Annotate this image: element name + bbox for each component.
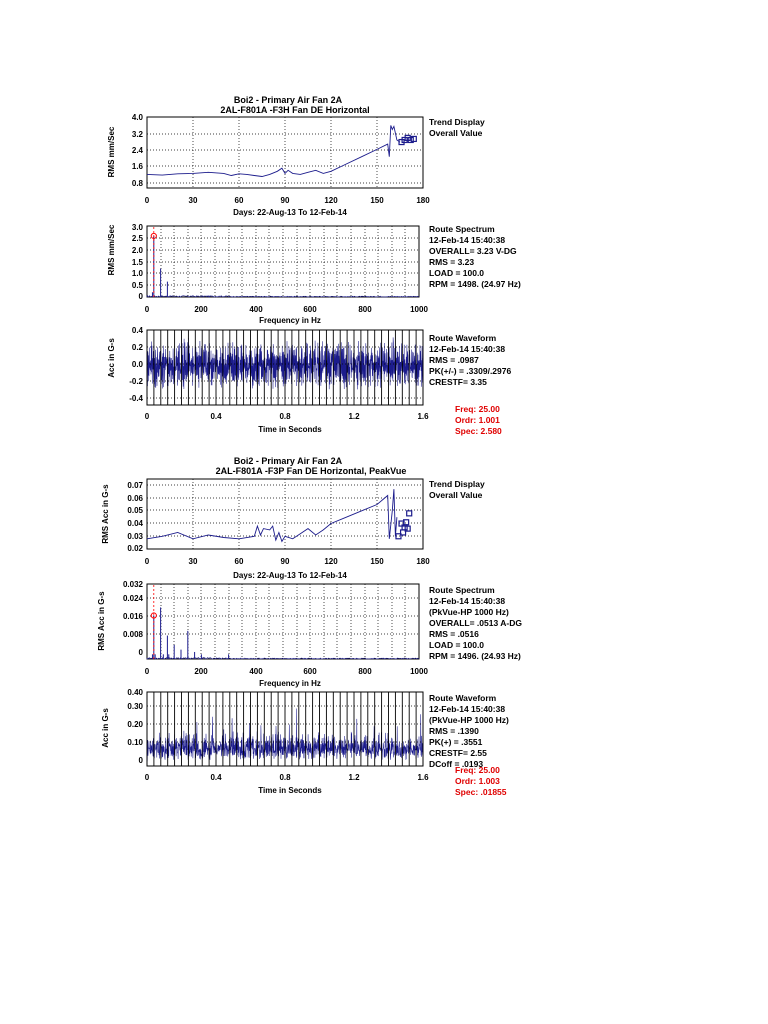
x-tick-labels [145, 773, 429, 782]
y-tick-label: 0.2 [131, 343, 143, 352]
waveform-series [147, 330, 423, 405]
marker-readout [455, 765, 507, 797]
spectrum-info [429, 585, 522, 661]
x-axis-title: Frequency in Hz [259, 679, 321, 688]
y-tick-labels [132, 113, 144, 188]
y-tick-label: 0.5 [131, 281, 143, 290]
section-1 [107, 95, 521, 436]
trend-plot-2 [101, 479, 485, 580]
trend-line [147, 489, 397, 541]
info-line: 12-Feb-14 15:40:38 [429, 596, 506, 606]
waveform-info [429, 333, 511, 387]
marker-freq: Freq: 25.00 [455, 404, 500, 414]
x-tick-label: 120 [324, 557, 338, 566]
x-tick-label: 600 [303, 305, 317, 314]
y-axis-title: RMS mm/Sec [107, 224, 116, 276]
x-tick-label: 0.8 [279, 412, 291, 421]
info-line: RMS = .0516 [429, 629, 479, 639]
info-line: PK(+) = .3551 [429, 737, 483, 747]
y-tick-label: 3.0 [131, 223, 143, 232]
info-line: Route Spectrum [429, 224, 495, 234]
grid [147, 117, 423, 188]
y-tick-label: 0.008 [122, 630, 143, 639]
trend-info [429, 117, 485, 138]
y-axis-title: RMS Acc in G-s [97, 591, 106, 651]
info-line: 12-Feb-14 15:40:38 [429, 235, 506, 245]
y-tick-label: 0.06 [127, 494, 143, 503]
x-tick-label: 120 [324, 196, 338, 205]
x-tick-label: 60 [234, 557, 244, 566]
marker-spec: Spec: 2.580 [455, 426, 502, 436]
x-axis-title: Time in Seconds [258, 425, 322, 434]
x-tick-label: 0.4 [210, 412, 222, 421]
y-tick-label: 0.05 [127, 506, 143, 515]
info-line: (PkVue-HP 1000 Hz) [429, 607, 509, 617]
section-2-title-line-1: Boi2 - Primary Air Fan 2A [233, 456, 343, 466]
trend-series [147, 489, 412, 541]
trend-point-marker [407, 511, 412, 516]
x-tick-label: 30 [188, 557, 198, 566]
x-axis-title: Days: 22-Aug-13 To 12-Feb-14 [233, 208, 347, 217]
x-tick-label: 150 [370, 557, 384, 566]
x-tick-label: 1.2 [348, 773, 360, 782]
info-line: 12-Feb-14 15:40:38 [429, 344, 506, 354]
marker-order: Ordr: 1.001 [455, 415, 500, 425]
info-line: Route Waveform [429, 333, 497, 343]
info-line: PK(+/-) = .3309/.2976 [429, 366, 512, 376]
info-line: RPM = 1496. (24.93 Hz) [429, 651, 521, 661]
y-tick-label: 1.0 [131, 269, 143, 278]
y-tick-label: 0.10 [127, 738, 143, 747]
x-tick-label: 1000 [410, 667, 428, 676]
info-line: RMS = .1390 [429, 726, 479, 736]
x-tick-label: 800 [358, 305, 372, 314]
x-tick-label: 60 [234, 196, 244, 205]
y-tick-label: 0 [138, 648, 143, 657]
x-tick-label: 0 [144, 667, 150, 676]
x-tick-label: 0 [144, 557, 150, 566]
y-tick-labels [132, 223, 144, 301]
info-line: Trend Display [429, 479, 485, 489]
info-line: Trend Display [429, 117, 485, 127]
y-axis-title: Acc in G-s [101, 708, 110, 748]
x-tick-label: 200 [194, 667, 208, 676]
x-tick-label: 0.4 [210, 773, 222, 782]
x-tick-label: 150 [370, 196, 384, 205]
info-line: (PkVue-HP 1000 Hz) [429, 715, 509, 725]
y-tick-label: -0.4 [129, 394, 143, 403]
y-tick-label: 0.03 [127, 532, 143, 541]
trend-series [147, 125, 416, 176]
y-tick-label: 0.8 [131, 179, 143, 188]
x-tick-label: 400 [249, 305, 263, 314]
x-tick-label: 90 [280, 196, 290, 205]
plot-frame [147, 479, 423, 549]
y-tick-label: 0.20 [127, 720, 143, 729]
y-tick-label: 0 [138, 756, 143, 765]
info-line: DCoff = .0193 [429, 759, 484, 769]
section-2 [97, 456, 522, 797]
y-axis-title: Acc in G-s [107, 338, 116, 378]
y-tick-label: 2.0 [131, 246, 143, 255]
y-tick-label: 2.4 [131, 146, 143, 155]
info-line: CRESTF= 3.35 [429, 377, 487, 387]
y-tick-label: 0.016 [122, 612, 143, 621]
info-line: OVERALL= .0513 A-DG [429, 618, 522, 628]
x-tick-label: 0 [144, 412, 150, 421]
y-tick-labels [129, 326, 143, 403]
grid [147, 479, 423, 549]
x-axis-title: Time in Seconds [258, 786, 322, 795]
x-axis-title: Frequency in Hz [259, 316, 321, 325]
x-tick-labels [145, 196, 430, 205]
x-tick-labels [145, 667, 429, 676]
spectrum-plot-1 [107, 223, 521, 325]
grid [147, 226, 419, 297]
x-tick-label: 1000 [410, 305, 428, 314]
y-tick-label: 0.07 [127, 481, 143, 490]
marker-spec: Spec: .01855 [455, 787, 507, 797]
y-tick-labels [127, 688, 143, 765]
x-tick-label: 1.6 [417, 412, 429, 421]
info-line: OVERALL= 3.23 V-DG [429, 246, 517, 256]
x-tick-label: 30 [188, 196, 198, 205]
waveform-info [429, 693, 509, 769]
y-tick-label: 0.04 [127, 519, 143, 528]
trend-info [429, 479, 485, 500]
x-tick-labels [145, 557, 430, 566]
x-tick-label: 200 [194, 305, 208, 314]
trend-plot-1 [107, 113, 485, 217]
section-2-title-line-2: 2AL-F801A -F3P Fan DE Horizontal, PeakVue [215, 466, 407, 476]
y-axis-title: RMS mm/Sec [107, 126, 116, 178]
y-tick-label: 1.6 [131, 162, 143, 171]
y-tick-label: 0.02 [127, 544, 143, 553]
info-line: LOAD = 100.0 [429, 640, 485, 650]
trend-line [147, 125, 400, 176]
info-line: RMS = 3.23 [429, 257, 475, 267]
y-tick-label: 0.4 [131, 326, 143, 335]
y-tick-label: -0.2 [129, 377, 143, 386]
x-tick-label: 180 [416, 196, 430, 205]
info-line: LOAD = 100.0 [429, 268, 485, 278]
waveform-series [147, 692, 423, 766]
info-line: Route Spectrum [429, 585, 495, 595]
y-axis-title: RMS Acc in G-s [101, 484, 110, 544]
x-tick-label: 0 [144, 305, 150, 314]
x-axis-title: Days: 22-Aug-13 To 12-Feb-14 [233, 571, 347, 580]
waveform-plot-1 [107, 326, 511, 436]
waveform-plot-2 [101, 688, 509, 797]
x-tick-label: 400 [249, 667, 263, 676]
x-tick-label: 1.2 [348, 412, 360, 421]
y-tick-label: 0.40 [127, 688, 143, 697]
y-tick-label: 0 [138, 292, 143, 301]
x-tick-label: 90 [280, 557, 290, 566]
y-tick-label: 0.032 [122, 580, 143, 589]
info-line: Overall Value [429, 128, 483, 138]
section-1-title-line-1: Boi2 - Primary Air Fan 2A [233, 95, 343, 105]
spectrum-plot-2 [97, 580, 522, 688]
info-line: Overall Value [429, 490, 483, 500]
x-tick-labels [145, 305, 429, 314]
marker-order: Ordr: 1.003 [455, 776, 500, 786]
x-tick-label: 800 [358, 667, 372, 676]
y-tick-labels [123, 580, 144, 657]
info-line: 12-Feb-14 15:40:38 [429, 704, 506, 714]
x-tick-label: 600 [303, 667, 317, 676]
y-tick-label: 2.5 [131, 234, 143, 243]
info-line: Route Waveform [429, 693, 497, 703]
marker-readout [455, 404, 502, 436]
x-tick-label: 180 [416, 557, 430, 566]
x-tick-label: 0.8 [279, 773, 291, 782]
spectrum-info [429, 224, 521, 289]
x-tick-label: 0 [144, 773, 150, 782]
y-tick-label: 0.30 [127, 702, 143, 711]
x-tick-label: 1.6 [417, 773, 429, 782]
marker-freq: Freq: 25.00 [455, 765, 500, 775]
y-tick-labels [127, 481, 143, 553]
info-line: RMS = .0987 [429, 355, 479, 365]
y-tick-label: 4.0 [131, 113, 143, 122]
y-tick-label: 3.2 [131, 130, 143, 139]
x-tick-labels [145, 412, 429, 421]
section-1-title-line-2: 2AL-F801A -F3H Fan DE Horizontal [220, 105, 370, 115]
info-line: RPM = 1498. (24.97 Hz) [429, 279, 521, 289]
y-tick-label: 0.0 [131, 360, 143, 369]
y-tick-label: 1.5 [131, 258, 143, 267]
info-line: CRESTF= 2.55 [429, 748, 487, 758]
x-tick-label: 0 [144, 196, 150, 205]
y-tick-label: 0.024 [122, 594, 143, 603]
